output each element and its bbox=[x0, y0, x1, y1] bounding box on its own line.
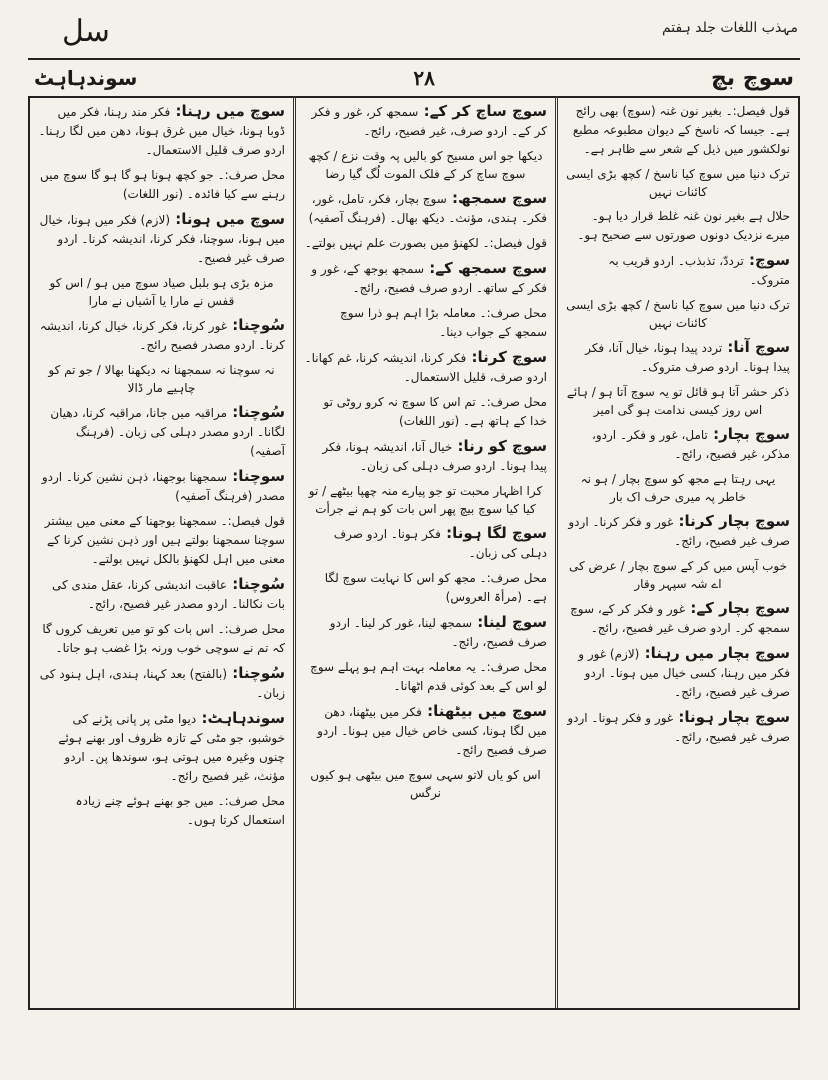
header-headword-right: سوچ بچ bbox=[710, 65, 794, 91]
verse: کرا اظہار محبت تو جو پیارے منہ چھپا بیٹھے / تو کیا کیا سوچ بیچ پھر اس بات کو ہم نے جرأت bbox=[308, 484, 543, 516]
entry-headword: سوچ میں بیٹھنا: bbox=[421, 702, 547, 720]
entry-definition: محل صرف:۔ اس بات کو تو میں تعریف کروں گا کہ تم نے سوچی خوب ورنہ بڑا غضب ہو جاتا۔ bbox=[42, 622, 285, 655]
entry-definition: تامل، غور و فکر۔ اردو، مذکر، غیر فصیح، رائج۔ bbox=[592, 428, 790, 461]
entry-definition: سمجھ بوجھ کے، غور و فکر کے ساتھ۔ اردو صرف فصیح، رائج۔ bbox=[311, 262, 547, 295]
entry-definition: غور و فکر کر کے، سوچ سمجھ کر۔ اردو صرف غیر فصیح، رائج۔ bbox=[570, 602, 790, 635]
entry-definition: فکر میں بیٹھنا، دھن میں لگا ہونا، کسی خاص خیال میں ہونا۔ اردو صرف فصیح رائج۔ bbox=[317, 705, 547, 757]
dictionary-entry bbox=[38, 210, 285, 268]
entry-headword: سوچ بچار میں رہنا: bbox=[639, 644, 790, 662]
dictionary-entry bbox=[566, 102, 790, 159]
entry-headword: سوچ لینا: bbox=[472, 613, 547, 631]
entry-headword: سوچ بچار کرنا: bbox=[673, 512, 790, 530]
entry-definition: عاقبت اندیشی کرنا، عقل مندی کی بات نکالنا۔ اردو مصدر غیر فصیح، رائج۔ bbox=[52, 578, 285, 611]
dictionary-entry bbox=[566, 599, 790, 638]
volume-title: مہذب اللغات جلد ہفتم bbox=[661, 20, 798, 36]
dictionary-entry bbox=[304, 234, 547, 253]
entry-definition: قول فیصل:۔ لکھنؤ میں بصورت علم نہیں بولتے۔ bbox=[304, 236, 547, 250]
verse: ترک دنیا میں سوچ کیا ناسخ / کچھ بڑی ایسی کائنات نہیں bbox=[566, 298, 790, 330]
page-number: ٢٨ bbox=[413, 66, 435, 90]
entry-definition: محل صرف:۔ مجھ کو اس کا نہایت سوچ لگا ہے۔ (مرأۃ العروس) bbox=[324, 571, 547, 604]
verse: دیکھا جو اس مسیح کو بالیں پہ وقت نزع / کچھ سوچ ساچ کر کے فلک الموت لُگ گیا رضا bbox=[308, 149, 543, 181]
dictionary-entry bbox=[304, 658, 547, 696]
entry-headword: سوچ بچار ہونا: bbox=[673, 708, 790, 726]
dictionary-entry bbox=[38, 792, 285, 830]
entry-headword: سوچ لگا ہونا: bbox=[440, 524, 547, 542]
entry-headword: سوچ کرنا: bbox=[466, 348, 547, 366]
entry-definition: (لازم) غور و فکر میں رہنا، کسی خیال میں ہونا۔ اردو صرف غیر فصیح، رائج۔ bbox=[578, 647, 790, 699]
entry-definition: محل صرف:۔ جو کچھ ہونا ہو گا ہو گا سوچ میں رہنے سے کیا فائدہ۔ (نور اللغات) bbox=[40, 168, 285, 201]
dictionary-entry bbox=[566, 207, 790, 245]
entry-headword: سوچنا: bbox=[227, 467, 285, 485]
entry-definition: (لازم) فکر میں ہونا، خیال میں ہونا، سوچنا، فکر کرنا، اندیشہ کرنا۔ اردو صرف غیر فصیح۔ bbox=[39, 213, 285, 265]
entry-definition: فکر مند رہنا، فکر میں ڈوبا ہونا، خیال میں غرق ہونا، دھن میں لگا رہنا۔ اردو صرف قلیل الاستعمال۔ bbox=[38, 105, 285, 157]
dictionary-entry bbox=[566, 512, 790, 551]
entry-definition: غور و فکر کرنا۔ اردو صرف غیر فصیح، رائج۔ bbox=[568, 515, 790, 548]
entry-definition: غور و فکر ہونا۔ اردو صرف غیر فصیح، رائج۔ bbox=[567, 711, 790, 744]
header-headword-left: سوندہاہٹ bbox=[34, 66, 138, 90]
dictionary-entry bbox=[38, 467, 285, 506]
verse: مزہ بڑی ہو بلبل صیاد سوچ میں ہو / اس کو قفس نے مارا یا آشیاں نے مارا bbox=[49, 276, 274, 308]
entry-headword: سوچ میں ہونا: bbox=[170, 210, 285, 228]
entry-headword: سوچ کو رنا: bbox=[452, 437, 547, 455]
dictionary-entry bbox=[304, 524, 547, 563]
entry-headword: سوچ: bbox=[743, 251, 790, 269]
entry-headword: سوچ آنا: bbox=[722, 338, 790, 356]
dictionary-entry bbox=[304, 569, 547, 607]
entry-headword: سُوچنا: bbox=[227, 575, 285, 593]
entry-headword: سوچ سمجھ کے: bbox=[424, 259, 547, 277]
verse: ترک دنیا میں سوچ کیا ناسخ / کچھ بڑی ایسی کائنات نہیں bbox=[566, 167, 790, 199]
entry-definition: سمجھ کر، غور و فکر کر کے۔ اردو صرف، غیر فصیح، رائج۔ bbox=[311, 105, 547, 138]
entry-definition: خیال آنا، اندیشہ ہونا، فکر پیدا ہونا۔ اردو صرف دہلی کی زبان۔ bbox=[322, 440, 547, 473]
dictionary-entry bbox=[304, 437, 547, 476]
dictionary-entry bbox=[304, 304, 547, 342]
dictionary-entry bbox=[38, 512, 285, 569]
dictionary-entry bbox=[304, 259, 547, 298]
entry-headword: سُوچنا: bbox=[227, 316, 285, 334]
dictionary-entry bbox=[304, 102, 547, 141]
entry-columns bbox=[28, 96, 800, 1010]
dictionary-entry bbox=[566, 708, 790, 747]
verse: ذکر حشر آتا ہو قائل تو یہ سوچ آتا ہو / ہائے اس روز کیسی ندامت ہو گی امیر bbox=[566, 385, 790, 417]
entry-definition: قول فیصل:۔ سمجھنا بوجھنا کے معنی میں بیشتر سوچنا سمجھنا بولتے ہیں اور ذہن نشین کرنا کے معنی میں اہل لکھنؤ بالکل نہیں بولتے۔ bbox=[44, 514, 285, 566]
dictionary-entry bbox=[566, 644, 790, 702]
dictionary-entry bbox=[38, 403, 285, 461]
entry-definition: (بالفتح) بعد کہنا، ہندی، اہل ہنود کی زبان۔ bbox=[39, 667, 285, 700]
entry-definition: سمجھ لینا، غور کر لینا۔ اردو صرف فصیح، رائج۔ bbox=[329, 616, 547, 649]
dictionary-entry bbox=[304, 702, 547, 760]
dictionary-entry bbox=[38, 709, 285, 786]
dictionary-entry bbox=[304, 189, 547, 228]
entry-definition: سوچ بچار، فکر، تامل، غور، فکر۔ ہندی، مؤنث۔ دیکھ بھال۔ (فرہنگ آصفیہ) bbox=[308, 192, 547, 225]
dictionary-entry bbox=[38, 166, 285, 204]
verse: اس کو یاں لاتو سہی سوچ میں بیٹھی ہو کیوں نرگس bbox=[310, 768, 541, 800]
entry-definition: محل صرف:۔ تم اس کا سوچ نہ کرو روٹی تو خدا کے ہاتھ ہے۔ (نور اللغات) bbox=[323, 395, 547, 428]
entry-definition: دیوا مٹی پر پانی پڑنے کی خوشبو، جو مٹی کے تازہ ظروف اور بھنے ہوئے چنوں وغیرہ میں ہوتی ہو، سوندھا پن۔ اردو مؤنث، غیر فصیح رائج۔ bbox=[58, 712, 285, 783]
dictionary-entry bbox=[304, 348, 547, 387]
dictionary-entry bbox=[566, 425, 790, 464]
entry-definition: تردد پیدا ہونا، خیال آنا، فکر پیدا ہونا۔ اردو صرف متروک۔ bbox=[585, 341, 790, 374]
verse: خوب آپس میں کر کے سوچ بچار / عرض کی اے شہ سپہر وقار bbox=[568, 559, 788, 591]
entry-headword: سوچ سمجھ: bbox=[446, 189, 547, 207]
entry-definition: محل صرف:۔ یہ معاملہ بہت اہم ہو پہلے سوچ لو اس کے بعد کوئی قدم اٹھانا۔ bbox=[310, 660, 547, 693]
entry-headword: سُوچنا: bbox=[227, 403, 285, 421]
entry-definition: مراقبہ میں جانا، مراقبہ کرنا، دھیان لگانا۔ اردو مصدر دہلی کی زبان۔ (فرہنگ آصفیہ) bbox=[50, 406, 285, 458]
entry-headword: سوچ بچار: bbox=[707, 425, 790, 443]
dictionary-entry bbox=[566, 251, 790, 290]
verse: یہی رہتا ہے مجھ کو سوچ بچار / ہو نہ خاطر پہ میری حرف اک بار bbox=[580, 472, 776, 504]
verse: نہ سوچنا نہ سمجھنا نہ دیکھنا بھالا / جو تم کو چاہیے مار ڈالا bbox=[48, 363, 275, 395]
entry-headword: سوچ ساچ کر کے: bbox=[418, 102, 547, 120]
entry-definition: سمجھنا بوجھنا، ذہن نشین کرنا۔ اردو مصدر (فرہنگ آصفیہ) bbox=[41, 470, 285, 503]
page-mark: سل bbox=[62, 14, 110, 49]
dictionary-entry bbox=[566, 338, 790, 377]
entry-definition: قول فیصل:۔ بغیر نون غنہ (سوچ) بھی رائج ہے۔ جیسا کہ ناسخ کے دیوان مطبوعہ مطبع نولکشور میں ذیل کے شعر سے ظاہر ہے۔ bbox=[572, 104, 790, 156]
entry-definition: محل صرف:۔ میں جو بھنے ہوئے چنے زیادہ استعمال کرتا ہوں۔ bbox=[75, 794, 285, 827]
entry-definition: فکر کرنا، اندیشہ کرنا، غم کھانا۔ اردو صرف، قلیل الاستعمال۔ bbox=[304, 351, 547, 384]
column-left bbox=[28, 96, 293, 1008]
dictionary-entry bbox=[304, 393, 547, 431]
entry-headword: سوندہاہٹ: bbox=[196, 709, 285, 727]
dictionary-entry bbox=[38, 316, 285, 355]
entry-definition: حلال ہے بغیر نون غنہ غلط قرار دیا ہو۔ میرے نزدیک دونوں صورتوں سے صحیح ہو۔ bbox=[577, 209, 790, 242]
column-middle bbox=[293, 96, 555, 1008]
dictionary-entry bbox=[38, 620, 285, 658]
page-header bbox=[28, 58, 800, 98]
dictionary-entry bbox=[304, 613, 547, 652]
entry-definition: فکر ہونا۔ اردو صرف دہلی کی زبان۔ bbox=[333, 527, 547, 560]
column-right bbox=[555, 96, 800, 1008]
entry-definition: محل صرف:۔ معاملہ بڑا اہم ہو ذرا سوچ سمجھ کے جواب دینا۔ bbox=[340, 306, 547, 339]
entry-headword: سُوچنا: bbox=[227, 664, 285, 682]
entry-definition: غور کرنا، فکر کرنا، خیال کرنا، اندیشہ کرنا۔ اردو مصدر فصیح رائج۔ bbox=[39, 319, 285, 352]
dictionary-entry bbox=[38, 664, 285, 703]
entry-headword: سوچ میں رہنا: bbox=[170, 102, 285, 120]
dictionary-entry bbox=[38, 575, 285, 614]
dictionary-entry bbox=[38, 102, 285, 160]
entry-headword: سوچ بچار کے: bbox=[685, 599, 790, 617]
entry-definition: ترددّ، تذبذب۔ اردو قریب بہ متروک۔ bbox=[608, 254, 790, 287]
